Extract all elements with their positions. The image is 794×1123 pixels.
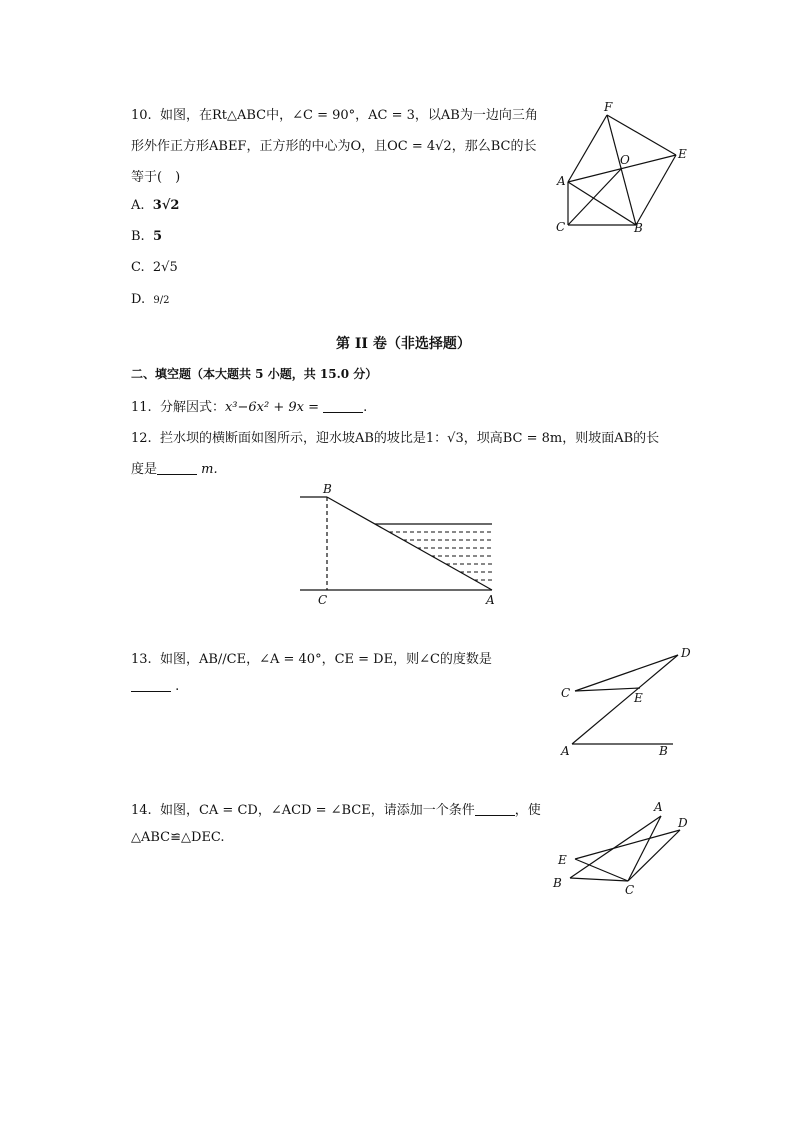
fig14-label-b: B — [553, 876, 562, 890]
q14-number: 14. — [131, 803, 152, 818]
option-label: A. — [131, 198, 145, 213]
q12-number: 12. — [131, 431, 152, 446]
q14-line1 — [131, 799, 541, 818]
q10-option-b — [131, 229, 162, 244]
q10-number: 10. — [131, 108, 152, 123]
fig10-label-f: F — [604, 100, 613, 114]
q10-line3: 等于( ) — [131, 170, 181, 185]
q13-text-1: 如图，AB//CE，∠A = 40°，CE = DE，则∠C的度数是 — [159, 652, 492, 667]
fig14-label-e: E — [558, 853, 567, 867]
fig10-label-c: C — [556, 220, 566, 234]
q11-line — [131, 396, 367, 415]
q12-text-2: 度是 — [131, 462, 158, 477]
q10-line1 — [131, 104, 538, 123]
option-label: B. — [131, 229, 145, 244]
q11-suffix: . — [363, 400, 368, 415]
q13-line2 — [131, 679, 179, 694]
q14-answer-blank[interactable] — [475, 803, 515, 816]
fig14-label-a: A — [654, 800, 663, 814]
option-value: 2√5 — [152, 260, 178, 275]
q13-number: 13. — [131, 652, 152, 667]
q14-suffix: ，使 — [514, 803, 541, 818]
section-heading: 二、填空题（本大题共 5 小题，共 15.0 分） — [131, 367, 378, 381]
fig13-label-c: C — [561, 686, 571, 700]
q10-option-a — [131, 198, 179, 213]
section-title: 第 II 卷（非选择题） — [336, 336, 471, 352]
option-value: 3√2 — [152, 198, 180, 213]
q12-figure — [295, 480, 505, 610]
q10-line2: 形外作正方形ABEF，正方形的中心为O，且OC = 4√2，那么BC的长 — [131, 139, 537, 154]
q14-figure — [545, 795, 705, 905]
fig13-label-a: A — [561, 744, 570, 758]
q13-figure — [555, 640, 700, 765]
option-label: D. — [131, 292, 146, 307]
q11-prefix: 分解因式： — [159, 400, 225, 415]
fig10-label-a: A — [557, 174, 566, 188]
fig10-label-b: B — [634, 221, 643, 235]
option-value: 5 — [152, 229, 162, 244]
q12-text-1: 拦水坝的横断面如图所示，迎水坡AB的坡比是1：√3，坝高BC = 8m，则坡面AB的长 — [159, 431, 660, 446]
q13-answer-blank[interactable] — [131, 679, 171, 692]
fig14-label-c: C — [625, 883, 635, 897]
q11-number: 11. — [131, 400, 152, 415]
q12-line1 — [131, 427, 659, 446]
fig12-label-a: A — [486, 593, 495, 607]
q13-suffix: . — [175, 679, 180, 694]
option-value: 9/2 — [153, 295, 170, 306]
fig13-label-b: B — [659, 744, 668, 758]
fig14-label-d: D — [678, 816, 688, 830]
fig10-label-e: E — [678, 147, 687, 161]
q11-expression: x³−6x² + 9x = — [224, 400, 320, 415]
q12-unit: m. — [201, 462, 218, 477]
q14-line2: △ABC≌△DEC. — [131, 830, 225, 845]
fig13-label-e: E — [634, 691, 643, 705]
q10-option-c — [131, 260, 178, 275]
q14-text-1: 如图，CA = CD，∠ACD = ∠BCE，请添加一个条件 — [159, 803, 475, 818]
q10-text-1: 如图，在Rt△ABC中，∠C = 90°，AC = 3，以AB为一边向三角 — [159, 108, 538, 123]
q12-answer-blank[interactable] — [157, 462, 197, 475]
fig10-label-o: O — [620, 153, 630, 167]
fig12-label-c: C — [318, 593, 328, 607]
q12-line2 — [131, 458, 218, 477]
q11-answer-blank[interactable] — [323, 400, 363, 413]
q13-line1 — [131, 648, 492, 667]
q10-figure — [540, 95, 700, 240]
option-label: C. — [131, 260, 145, 275]
fig12-label-b: B — [323, 482, 332, 496]
q10-option-d — [131, 292, 169, 307]
fig13-label-d: D — [681, 646, 691, 660]
